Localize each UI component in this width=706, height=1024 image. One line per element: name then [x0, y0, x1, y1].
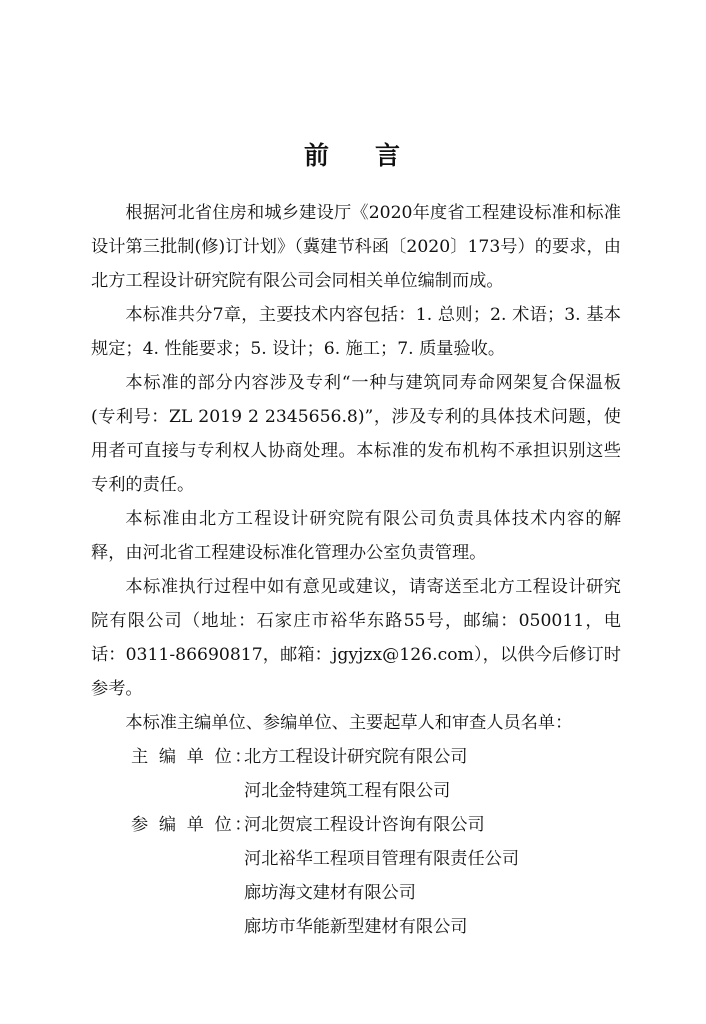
participating-unit-row — [91, 876, 621, 910]
page-title — [0, 136, 706, 172]
participating-unit-name: 河北贺宸工程设计咨询有限公司 — [244, 815, 485, 835]
paragraph-units-intro: 本标准主编单位、参编单位、主要起草人和审查人员名单： — [125, 713, 573, 733]
participating-unit-row — [91, 808, 621, 842]
chief-unit-name: 北方工程设计研究院有限公司 — [244, 747, 468, 767]
chief-unit-label: 主 编 单 位： — [131, 747, 255, 767]
units-list — [91, 740, 621, 944]
title-char-1: 前 — [303, 141, 331, 170]
paragraph-interpretation: 本标准由北方工程设计研究院有限公司负责具体技术内容的解释，由河北省工程建设标准化管理办公室负责管理。 — [91, 509, 621, 563]
participating-unit-row — [91, 910, 621, 944]
participating-unit-row — [91, 842, 621, 876]
chief-unit-row — [91, 774, 621, 808]
chief-unit-row — [91, 740, 621, 774]
body-text — [91, 196, 621, 944]
paragraph-plan: 根据河北省住房和城乡建设厅《2020年度省工程建设标准和标准设计第三批制(修)订计划》（冀建节科函〔2020〕173号）的要求，由北方工程设计研究院有限公司会同相关单位编制而成。 — [91, 203, 621, 291]
title-char-2: 言 — [375, 141, 403, 170]
paragraph-feedback: 本标准执行过程中如有意见或建议，请寄送至北方工程设计研究院有限公司（地址：石家庄市裕华东路55号，邮编：050011，电话：0311-86690817，邮箱：jgyjzx@126.com），以供今后修订时参考。 — [91, 577, 621, 699]
paragraph-patent: 本标准的部分内容涉及专利“一种与建筑同寿命网架复合保温板(专利号：ZL 2019 2 2345656.8)”，涉及专利的具体技术问题，使用者可直接与专利权人协商处理。本标准的发布机构不承担识别这些专利的责任。 — [91, 373, 621, 495]
participating-unit-label: 参 编 单 位： — [131, 815, 255, 835]
participating-unit-name: 河北裕华工程项目管理有限责任公司 — [244, 849, 520, 869]
chief-unit-name: 河北金特建筑工程有限公司 — [244, 781, 451, 801]
participating-unit-name: 廊坊海文建材有限公司 — [244, 883, 416, 903]
paragraph-contents: 本标准共分7章，主要技术内容包括：1. 总则；2. 术语；3. 基本规定；4. 性能要求；5. 设计；6. 施工；7. 质量验收。 — [91, 305, 621, 359]
participating-unit-name: 廊坊市华能新型建材有限公司 — [244, 917, 468, 937]
